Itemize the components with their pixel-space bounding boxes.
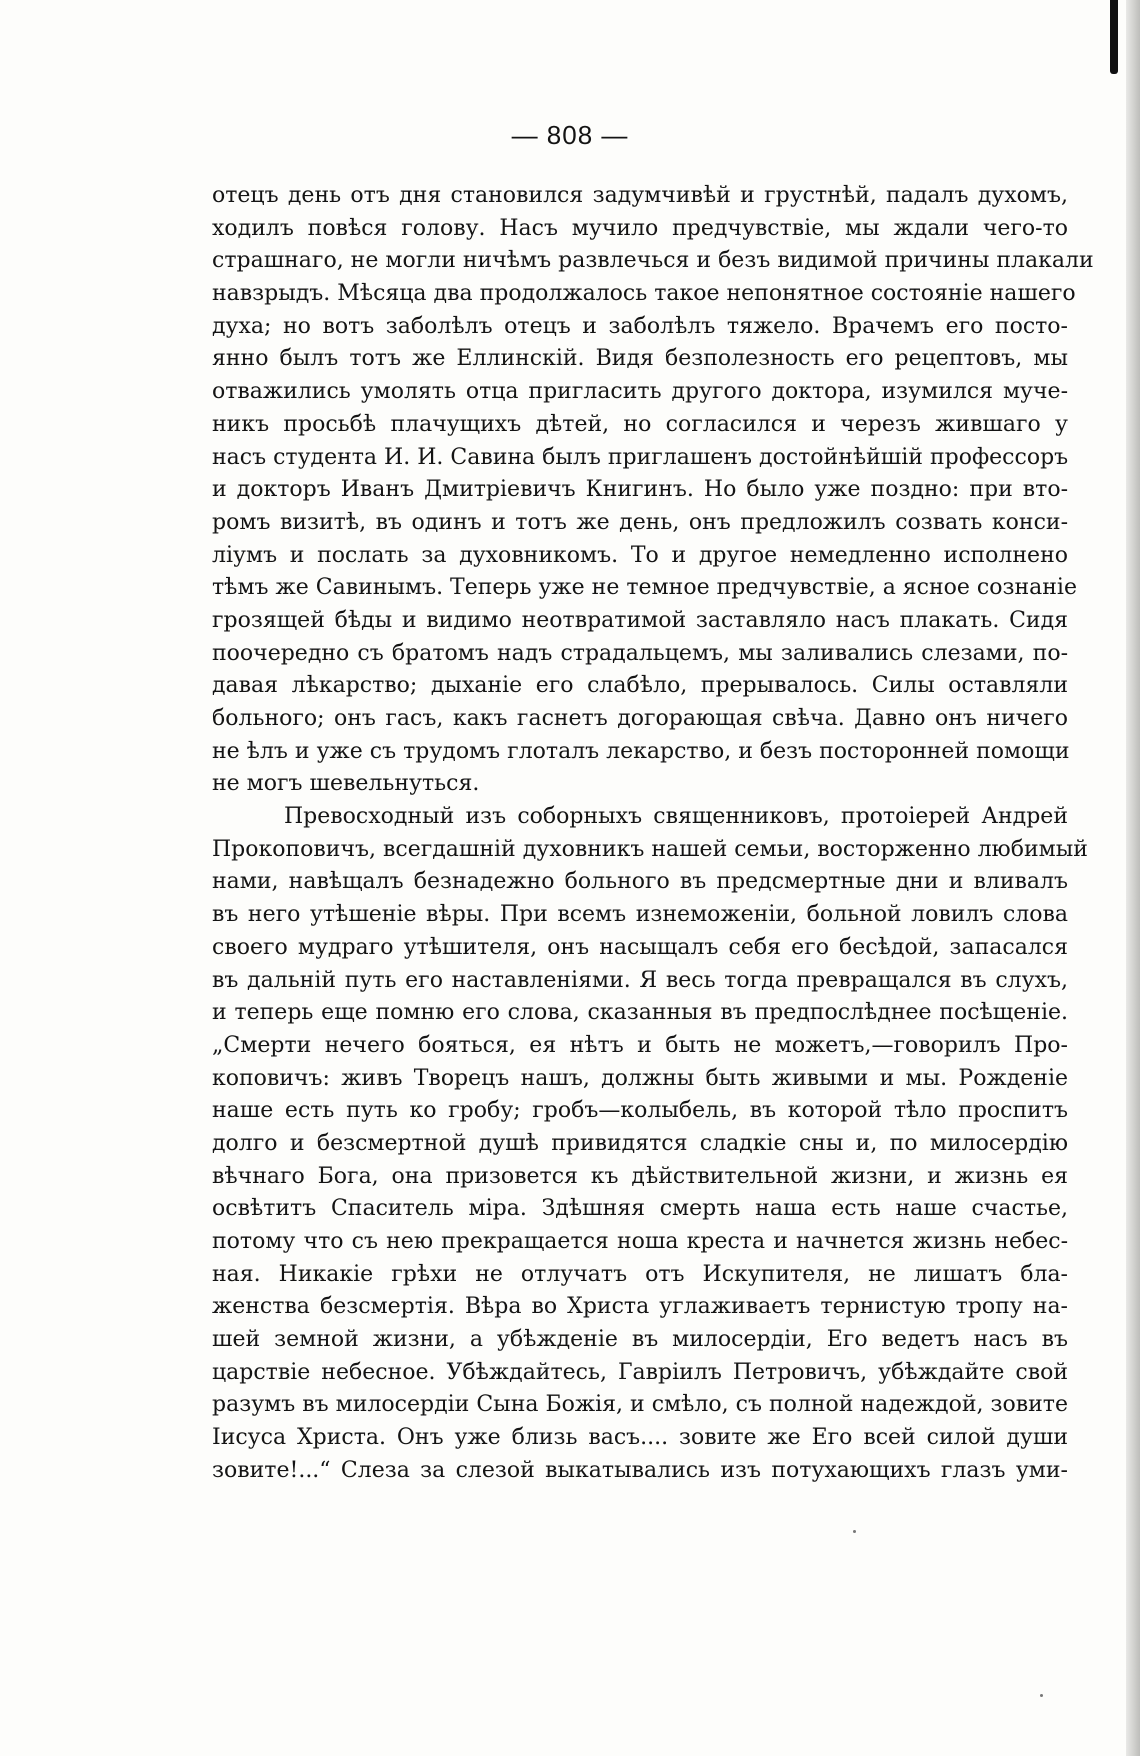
text-line: духа; но вотъ заболѣлъ отецъ и заболѣлъ тяжело. Врачемъ его посто-	[212, 313, 1068, 339]
text-line: женства безсмертія. Вѣра во Христа углаживаетъ тернистую тропу на-	[212, 1294, 1068, 1320]
text-line: наше есть путь ко гробу; гробъ—колыбель, въ которой тѣло проспитъ	[212, 1098, 1068, 1124]
text-line: давая лѣкарство; дыханіе его слабѣло, прерывалось. Силы оставляли	[212, 673, 1068, 699]
text-line: грозящей бѣды и видимо неотвратимой заставляло насъ плакать. Сидя	[212, 607, 1068, 633]
paragraph-end-line: не могъ шевельнуться.	[212, 771, 480, 797]
text-line: Прокоповичъ, всегдашній духовникъ нашей семьи, восторженно любимый	[212, 836, 1088, 862]
text-line: ная. Никакіе грѣхи не отлучатъ отъ Искупителя, не лишатъ бла-	[212, 1261, 1068, 1287]
text-line: ромъ визитѣ, въ одинъ и тотъ же день, онъ предложилъ созвать конси-	[212, 509, 1068, 535]
text-line: навзрыдъ. Мѣсяца два продолжалось такое непонятное состояніе нашего	[212, 281, 1076, 307]
text-line: поочередно съ братомъ надъ страдальцемъ, мы заливались слезами, по-	[212, 640, 1068, 666]
paragraph-first-line: Превосходный изъ соборныхъ священниковъ, протоіерей Андрей	[284, 804, 1068, 830]
page-edge-mark	[1110, 0, 1118, 74]
text-line: шей земной жизни, а убѣжденіе въ милосердіи, Его ведетъ насъ въ	[212, 1327, 1068, 1353]
text-line: коповичъ: живъ Творецъ нашъ, должны быть живыми и мы. Рожденіе	[212, 1065, 1068, 1091]
text-line: разумъ въ милосердіи Сына Божія, и смѣло, съ полной надеждой, зовите	[212, 1392, 1068, 1418]
text-line: въ дальній путь его наставленіями. Я весь тогда превращался въ слухъ,	[212, 967, 1068, 993]
text-line: потому что съ нею прекращается ноша креста и начнется жизнь небес-	[212, 1229, 1068, 1254]
text-line: тѣмъ же Савинымъ. Теперь уже не темное предчувствіе, а ясное сознаніе	[212, 575, 1077, 601]
text-line: больного; онъ гасъ, какъ гаснетъ догорающая свѣча. Давно онъ ничего	[212, 706, 1068, 731]
text-line: Іисуса Христа. Онъ уже близь васъ.... зовите же Его всей силой души	[212, 1425, 1068, 1451]
text-line: царствіе небесное. Убѣждайтесь, Гавріилъ Петровичъ, убѣждайте свой	[212, 1359, 1068, 1385]
text-line: освѣтитъ Спаситель міра. Здѣшняя смерть наша есть наше счастье,	[212, 1196, 1068, 1222]
body-text	[212, 180, 1094, 1488]
text-line: и докторъ Иванъ Дмитріевичъ Книгинъ. Но было уже поздно: при вто-	[212, 477, 1068, 503]
text-line: отважились умолять отца пригласить другого доктора, изумился муче-	[212, 379, 1068, 405]
text-line: ліумъ и послать за духовникомъ. То и другое немедленно исполнено	[212, 542, 1068, 568]
text-line: нами, навѣщалъ безнадежно больного въ предсмертные дни и вливалъ	[212, 869, 1068, 895]
text-line: „Смерти нечего бояться, ея нѣтъ и быть не можетъ,—говорилъ Про-	[212, 1032, 1068, 1058]
scan-speck	[853, 1530, 856, 1533]
text-line: зовите!...“ Слеза за слезой выкатывались изъ потухающихъ глазъ уми-	[212, 1457, 1068, 1483]
page-number: — 808 —	[511, 120, 629, 150]
text-line: долго и безсмертной душѣ привидятся сладкіе сны и, по милосердію	[212, 1130, 1068, 1156]
text-line: насъ студента И. И. Савина былъ приглашенъ достойнѣйшій профессоръ	[212, 444, 1069, 470]
text-line: янно былъ тотъ же Еллинскій. Видя безполезность его рецептовъ, мы	[212, 346, 1068, 372]
text-line: въ него утѣшеніе вѣры. При всемъ изнеможеніи, больной ловилъ слова	[212, 902, 1068, 928]
text-line: страшнаго, не могли ничѣмъ развлечься и безъ видимой причины плакали	[212, 248, 1094, 274]
text-line: вѣчнаго Бога, она призовется къ дѣйствительной жизни, и жизнь ея	[212, 1163, 1068, 1189]
text-line: никъ просьбѣ плачущихъ дѣтей, но согласился и черезъ жившаго у	[212, 411, 1068, 437]
scan-speck	[1040, 1694, 1043, 1697]
text-line: и теперь еще помню его слова, сказанныя въ предпослѣднее посѣщеніе.	[212, 1000, 1068, 1026]
text-line: своего мудраго утѣшителя, онъ насыщалъ себя его бесѣдой, запасался	[212, 934, 1068, 960]
text-line: ходилъ повѣся голову. Насъ мучило предчувствіе, мы ждали чего-то	[212, 215, 1068, 241]
text-line: не ѣлъ и уже съ трудомъ глоталъ лекарство, и безъ посторонней помощи	[212, 738, 1070, 764]
page-edge-shadow	[1126, 0, 1140, 1756]
text-line: отецъ день отъ дня становился задумчивѣй и грустнѣй, падалъ духомъ,	[212, 183, 1068, 208]
